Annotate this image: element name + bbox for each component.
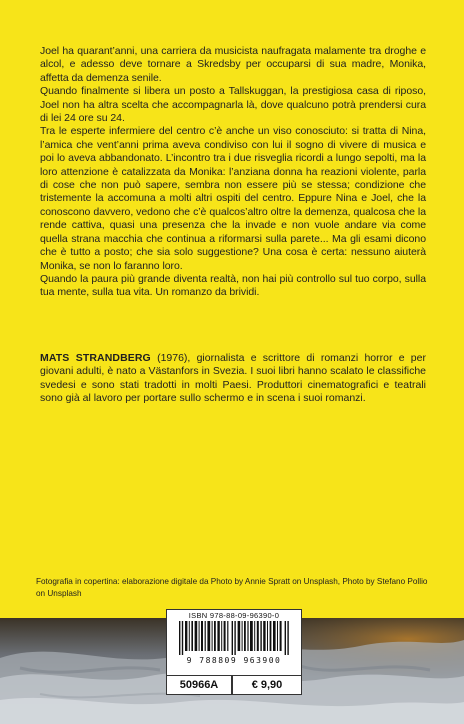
author-name: MATS STRANDBERG: [40, 352, 151, 364]
synopsis-paragraph: Quando finalmente si libera un posto a Tallskuggan, la prestigiosa casa di riposo, Joel non ha altra scelta che accompagnarla là, dove qualcuno potrà prendersi cura di lei 24 ore su 24.: [40, 85, 426, 125]
synopsis: [40, 45, 426, 300]
author-bio-paragraph: [40, 352, 426, 406]
synopsis-paragraph: Tra le esperte infermiere del centro c’è anche un viso conosciuto: si tratta di Nina, l’amica che vent’anni prima aveva condiviso con lui il sogno di vivere di musica e poi lo aveva abbandonato. L’incontro tra i due risveglia ricordi a lungo sepolti, ma la loro attenzione è catalizzata da Monika: l’anziana donna ha reazioni violente, parla di cose che non può sapere, sembra non essere più se stessa; condizione che tristemente la accomuna a molti altri ospiti del centro. Eppure Nina e Joel, che la conoscono davvero, vedono che c’è qualcos’altro oltre la demenza, qualcosa che la rende cattiva, quasi una presenza che la invade e non vuole andare via come quella strana macchia che continua a riformarsi sulla parete... Ma gli esami dicono che è tutto a posto; che sia solo suggestione? Una cosa è certa: nessuno aiuterà Monika, se non lo faranno loro.: [40, 125, 426, 272]
barcode-image: [179, 621, 289, 655]
barcode-label: [166, 609, 302, 677]
synopsis-paragraph: Joel ha quarant’anni, una carriera da musicista naufragata malamente tra droghe e alcol, e adesso deve tornare a Skredsby per occuparsi di sua madre, Monika, affetta da demenza senile.: [40, 45, 426, 84]
isbn-number: ISBN 978-88-09-96390-0: [188, 611, 280, 620]
ean-digits: 9 788809 963900: [186, 656, 282, 665]
cover-photo-credits: Fotografia in copertina: elaborazione digitale da Photo by Annie Spratt on Unsplash, Photo by Stefano Pollio on Unsplash: [36, 577, 428, 598]
product-code: 50966A: [166, 675, 232, 695]
author-bio: [40, 352, 426, 406]
synopsis-paragraph: Quando la paura più grande diventa realtà, non hai più controllo sul tuo corpo, sulla tua mente, sulla tua vita. Un romanzo da brividi.: [40, 272, 426, 299]
price-tag: € 9,90: [232, 675, 302, 695]
author-bio-text: (1976), giornalista e scrittore di romanzi horror e per giovani adulti, è nato a Västanfors in Svezia. I suoi libri hanno scalato le classifiche svedesi e sono stati tradotti in molti Paesi. Produttori cinematografici e teatrali sono già al lavoro per portare sullo schermo e in scena i suoi romanzi.: [40, 352, 426, 405]
